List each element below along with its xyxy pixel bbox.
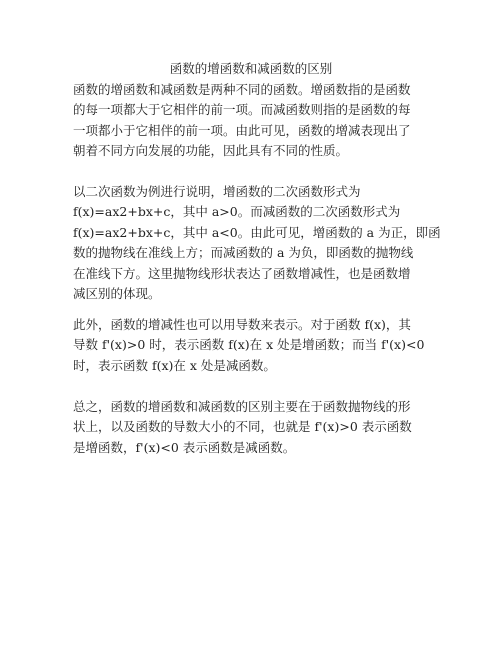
paragraph-1 — [73, 80, 433, 162]
paragraph-4 — [73, 397, 433, 458]
text-line: 是增函数，f'(x)<0 表示函数是减函数。 — [73, 439, 296, 455]
paragraph-3 — [73, 315, 433, 376]
text-line: 在准线下方。这里抛物线形状表达了函数增减性，也是函数增 — [73, 265, 411, 281]
text-line: 的每一项都大于它相伴的前一项。而减函数则指的是函数的每 — [73, 102, 411, 118]
text-line: f(x)=ax2+bx+c，其中 a>0。而减函数的二次函数形式为 — [73, 204, 401, 220]
text-line: 此外，函数的增减性也可以用导数来表示。对于函数 f(x)，其 — [73, 317, 411, 332]
text-line: 朝着不同方向发展的功能，因此具有不同的性质。 — [73, 143, 349, 159]
text-line: 状上，以及函数的导数大小的不同，也就是 f'(x)>0 表示函数 — [73, 419, 412, 435]
text-line: 以二次函数为例进行说明，增函数的二次函数形式为 — [73, 184, 361, 199]
paragraph-2 — [73, 182, 441, 304]
text-line: 导数 f'(x)>0 时，表示函数 f(x)在 x 处是增函数；而当 f'(x)<0 — [73, 337, 425, 353]
text-line: 时，表示函数 f(x)在 x 处是减函数。 — [73, 357, 276, 373]
text-line: 数的抛物线在准线上方；而减函数的 a 为负，即函数的抛物线 — [73, 245, 414, 261]
text-line: 减区别的体现。 — [73, 286, 161, 302]
text-line: 一项都小于它相伴的前一项。由此可见，函数的增减表现出了 — [73, 122, 411, 138]
document-title: 函数的增函数和减函数的区别 — [169, 61, 333, 76]
text-line: f(x)=ax2+bx+c，其中 a<0。由此可见，增函数的 a 为正，即函 — [73, 224, 441, 240]
text-line: 总之，函数的增函数和减函数的区别主要在于函数抛物线的形 — [73, 399, 411, 414]
text-line: 函数的增函数和减函数是两种不同的函数。增函数指的是函数 — [73, 82, 411, 97]
